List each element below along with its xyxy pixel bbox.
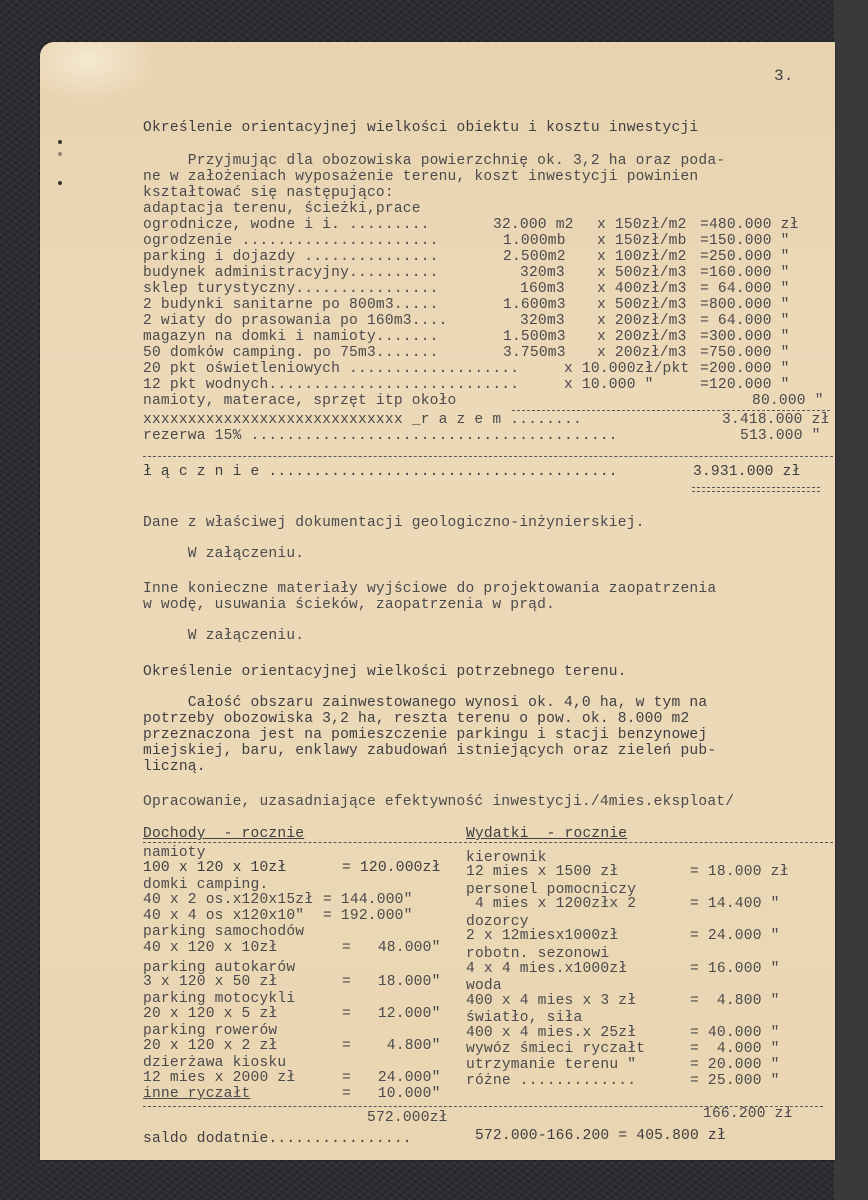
- cost-total: = 64.000 ": [700, 281, 790, 297]
- materials-line: w wodę, usuwania ścieków, zaopatrzenia w prąd.: [143, 597, 556, 613]
- cost-rate: x 200zł/m3: [597, 313, 687, 329]
- terrain-line: miejskiej, baru, enklawy zabudowań istniejących oraz zieleń pub-: [143, 743, 717, 759]
- cost-total: =150.000 ": [700, 233, 790, 249]
- section-heading-terrain: Określenie orientacyjnej wielkości potrzebnego terenu.: [143, 664, 627, 680]
- scanner-edge: [834, 0, 868, 1200]
- cost-rate: x 10.000 ": [564, 377, 654, 393]
- cost-rate: x 400zł/m3: [597, 281, 687, 297]
- attachment-note: W załączeniu.: [143, 546, 305, 562]
- income-total: 572.000zł: [367, 1110, 448, 1126]
- income-calc: 40 x 4 os x120x10": [143, 908, 305, 924]
- expense-calc: 12 mies x 1500 zł: [466, 864, 619, 880]
- income-calc: 100 x 120 x 10zł: [143, 860, 287, 876]
- cost-qty: 320m3: [520, 313, 565, 329]
- expense-calc: 4 x 4 mies.x1000zł: [466, 961, 628, 977]
- cost-qty: 320m3: [520, 265, 565, 281]
- expense-value: = 4.000 ": [690, 1041, 780, 1057]
- expense-calc: różne .............: [466, 1073, 637, 1089]
- expense-label: kierownik: [466, 850, 547, 866]
- subtotal-value: 3.418.000 zł: [722, 412, 830, 428]
- cost-total: =120.000 ": [700, 377, 790, 393]
- income-label: dzierżawa kiosku: [143, 1055, 287, 1071]
- expense-label: woda: [466, 978, 502, 994]
- terrain-line: liczną.: [143, 759, 206, 775]
- cost-total: =160.000 ": [700, 265, 790, 281]
- expense-value: = 24.000 ": [690, 928, 780, 944]
- section-heading-efficiency: Opracowanie, uzasadniające efektywność inwestycji./4mies.eksploat/: [143, 794, 735, 810]
- income-value: = 48.000": [342, 940, 441, 956]
- expense-label: światło, siła: [466, 1010, 583, 1026]
- income-calc: 40 x 120 x 10zł: [143, 940, 278, 956]
- intro-line: Przyjmując dla obozowiska powierzchnię ok. 3,2 ha oraz poda-: [143, 153, 726, 169]
- balance-label: saldo dodatnie................: [143, 1131, 412, 1147]
- terrain-line: Całość obszaru zainwestowanego wynosi ok. 4,0 ha, w tym na: [143, 695, 708, 711]
- expenses-total: 166.200 zł: [703, 1106, 793, 1122]
- expense-calc: 400 x 4 mies.x 25zł: [466, 1025, 637, 1041]
- income-value: = 120.000zł: [342, 860, 441, 876]
- punch-hole: [58, 181, 62, 185]
- double-underline: [692, 487, 820, 492]
- reserve-label: rezerwa 15% .........................................: [143, 428, 618, 444]
- cost-label: namioty, materace, sprzęt itp około: [143, 393, 457, 409]
- income-value: = 12.000": [342, 1006, 441, 1022]
- income-calc: 3 x 120 x 50 zł: [143, 974, 278, 990]
- cost-qty: 1.600m3: [503, 297, 566, 313]
- income-calc: inne ryczałt: [143, 1086, 251, 1102]
- income-value: = 10.000": [342, 1086, 441, 1102]
- expense-value: = 25.000 ": [690, 1073, 780, 1089]
- cost-label: ogrodzenie ......................: [143, 233, 439, 249]
- cost-rate: x 150zł/mb: [597, 233, 687, 249]
- income-calc: 12 mies x 2000 zł: [143, 1070, 296, 1086]
- intro-line: adaptacja terenu, ścieżki,prace: [143, 201, 421, 217]
- grand-total-value: 3.931.000 zł: [693, 464, 801, 480]
- cost-total: 80.000 ": [752, 393, 824, 409]
- terrain-line: potrzeby obozowiska 3,2 ha, reszta terenu o pow. ok. 8.000 m2: [143, 711, 690, 727]
- expense-label: dozorcy: [466, 914, 529, 930]
- intro-line: ne w założeniach wyposażenie terenu, koszt inwestycji powinien: [143, 169, 699, 185]
- cost-label: budynek administracyjny..........: [143, 265, 439, 281]
- balance-value: 572.000-166.200 = 405.800 zł: [475, 1128, 726, 1144]
- cost-total: = 64.000 ": [700, 313, 790, 329]
- income-value: = 18.000": [342, 974, 441, 990]
- cost-rate: x 200zł/m3: [597, 345, 687, 361]
- expense-calc: 400 x 4 mies x 3 zł: [466, 993, 637, 1009]
- cost-total: =200.000 ": [700, 361, 790, 377]
- subtotal-rule: [512, 410, 830, 411]
- cost-label: 2 wiaty do prasowania po 160m3....: [143, 313, 448, 329]
- cost-rate: x 10.000zł/pkt: [564, 361, 690, 377]
- income-label: parking rowerów: [143, 1023, 278, 1039]
- expense-calc: utrzymanie terenu ": [466, 1057, 637, 1073]
- income-calc: 20 x 120 x 2 zł: [143, 1038, 278, 1054]
- income-label: namioty: [143, 845, 206, 861]
- expense-value: = 14.400 ": [690, 896, 780, 912]
- cost-qty: 1.500m3: [503, 329, 566, 345]
- section-heading-geology: Dane z właściwej dokumentacji geologiczno-inżynierskiej.: [143, 515, 645, 531]
- cost-qty: 32.000 m2: [493, 217, 574, 233]
- income-label: domki camping.: [143, 877, 269, 893]
- expense-value: = 18.000 zł: [690, 864, 789, 880]
- income-value: = 192.000": [323, 908, 413, 924]
- cost-rate: x 100zł/m2: [597, 249, 687, 265]
- totals-rule: [143, 1106, 823, 1107]
- terrain-line: przeznaczona jest na pomieszczenie parkingu i stacji benzynowej: [143, 727, 708, 743]
- cost-label: sklep turystyczny................: [143, 281, 439, 297]
- expense-value: = 16.000 ": [690, 961, 780, 977]
- cost-label: ogrodnicze, wodne i i. .........: [143, 217, 430, 233]
- reserve-value: 513.000 ": [740, 428, 821, 444]
- income-value: = 4.800": [342, 1038, 441, 1054]
- cost-label: 2 budynki sanitarne po 800m3.....: [143, 297, 439, 313]
- intro-line: kształtować się następująco:: [143, 185, 394, 201]
- expense-value: = 20.000 ": [690, 1057, 780, 1073]
- income-title: Dochody - rocznie: [143, 826, 305, 842]
- expense-label: robotn. sezonowi: [466, 946, 610, 962]
- cost-total: =800.000 ": [700, 297, 790, 313]
- expense-value: = 4.800 ": [690, 993, 780, 1009]
- cost-qty: 3.750m3: [503, 345, 566, 361]
- subtotal-label: xxxxxxxxxxxxxxxxxxxxxxxxxxxxx _r a z e m ........: [143, 412, 582, 428]
- header-rule: [143, 842, 833, 843]
- cost-total: =250.000 ": [700, 249, 790, 265]
- cost-qty: 160m3: [520, 281, 565, 297]
- expense-value: = 40.000 ": [690, 1025, 780, 1041]
- cost-total: =300.000 ": [700, 329, 790, 345]
- cost-label: magazyn na domki i namioty.......: [143, 329, 439, 345]
- cost-qty: 1.000mb: [503, 233, 566, 249]
- attachment-note: W załączeniu.: [143, 628, 305, 644]
- cost-label: 12 pkt wodnych............................: [143, 377, 520, 393]
- cost-rate: x 500zł/m3: [597, 297, 687, 313]
- cost-label: 50 domków camping. po 75m3.......: [143, 345, 439, 361]
- cost-rate: x 200zł/m3: [597, 329, 687, 345]
- cost-rate: x 150zł/m2: [597, 217, 687, 233]
- income-label: parking samochodów: [143, 924, 305, 940]
- income-label: parking autokarów: [143, 960, 296, 976]
- punch-hole: [58, 152, 62, 156]
- cost-total: =750.000 ": [700, 345, 790, 361]
- income-calc: 40 x 2 os.x120x15zł: [143, 892, 314, 908]
- page-number: 3.: [774, 67, 794, 85]
- materials-line: Inne konieczne materiały wyjściowe do projektowania zaopatrzenia: [143, 581, 717, 597]
- income-value: = 144.000": [323, 892, 413, 908]
- expenses-title: Wydatki - rocznie: [466, 826, 628, 842]
- cost-rate: x 500zł/m3: [597, 265, 687, 281]
- expense-calc: 2 x 12miesx1000zł: [466, 928, 619, 944]
- total-rule: [143, 456, 833, 457]
- grand-total-label: ł ą c z n i e .......................................: [143, 464, 618, 480]
- income-label: parking motocykli: [143, 991, 296, 1007]
- cost-label: 20 pkt oświetleniowych ...................: [143, 361, 520, 377]
- income-calc: 20 x 120 x 5 zł: [143, 1006, 278, 1022]
- punch-hole: [58, 140, 62, 144]
- expense-calc: 4 mies x 1200złx 2: [466, 896, 637, 912]
- cost-label: parking i dojazdy ...............: [143, 249, 439, 265]
- cost-total: =480.000 zł: [700, 217, 799, 233]
- section-heading-investment-cost: Określenie orientacyjnej wielkości obiektu i kosztu inwestycji: [143, 120, 699, 136]
- expense-label: personel pomocniczy: [466, 882, 637, 898]
- cost-qty: 2.500m2: [503, 249, 566, 265]
- income-value: = 24.000": [342, 1070, 441, 1086]
- expense-calc: wywóz śmieci ryczałt: [466, 1041, 646, 1057]
